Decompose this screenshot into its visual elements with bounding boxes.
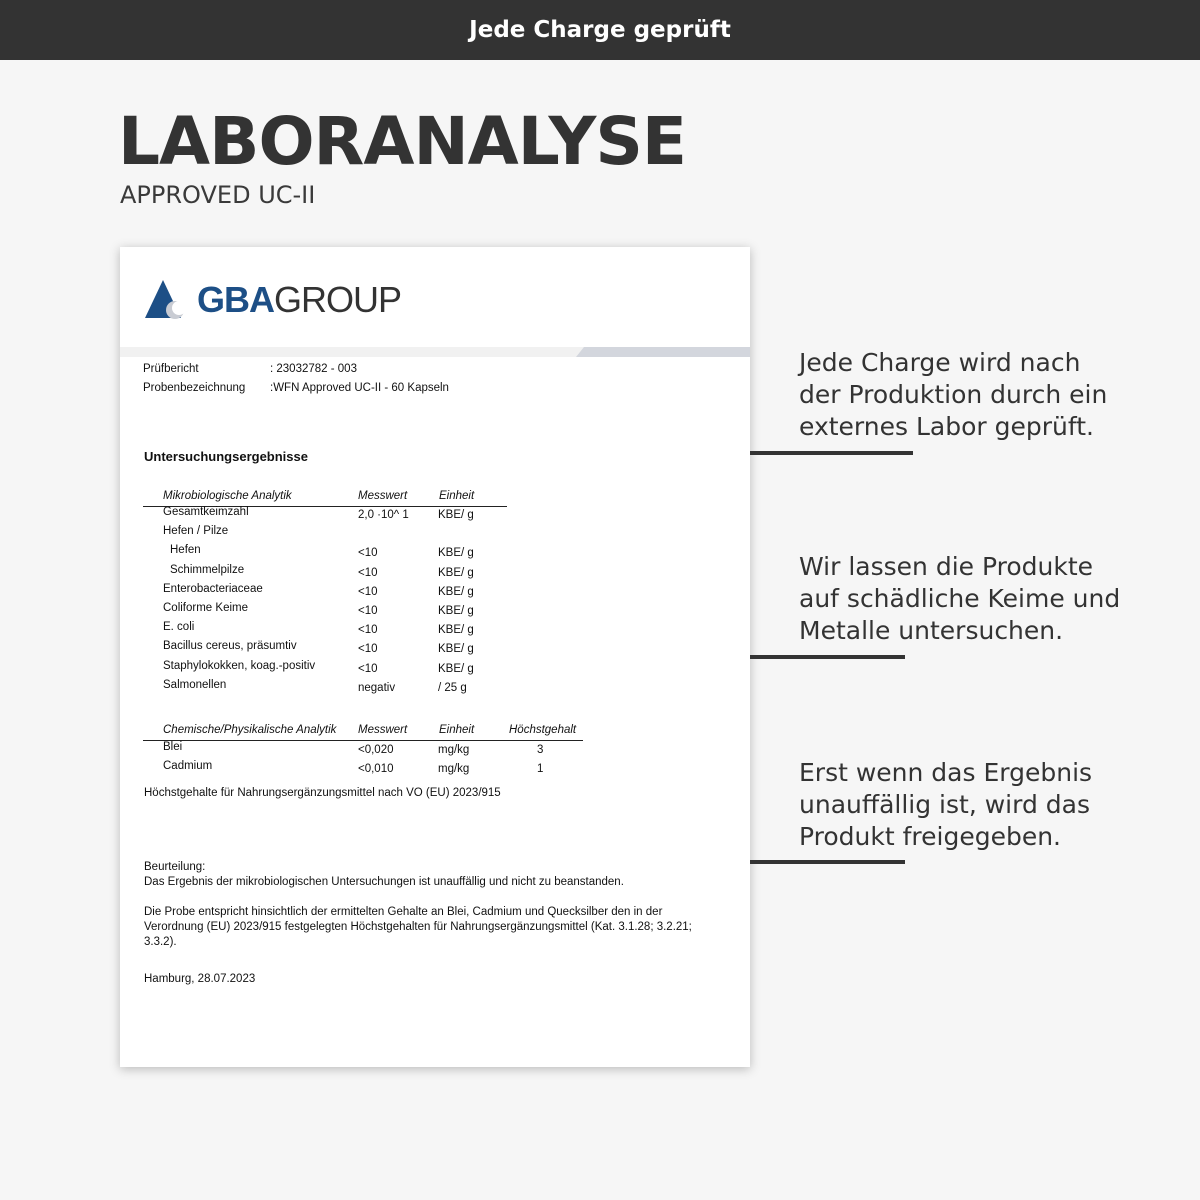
micro-row-value: <10 — [358, 547, 378, 560]
micro-row-unit: KBE/ g — [438, 509, 474, 521]
chem-header-value: Messwert — [358, 724, 408, 736]
chem-header-name: Chemische/Physikalische Analytik — [163, 724, 337, 736]
micro-row-name: Bacillus cereus, präsumtiv — [163, 640, 297, 653]
micro-row-value: <10 — [358, 662, 378, 675]
chem-header-unit: Einheit — [439, 724, 475, 736]
page-title: LABORANALYSE — [118, 103, 686, 180]
pruefbericht-label: Prüfbericht — [143, 363, 199, 375]
micro-header-unit: Einheit — [439, 490, 475, 502]
chem-row-max: 3 — [537, 744, 544, 756]
probe-label: Probenbezeichnung — [143, 382, 246, 394]
feature-text-line: Produkt freigegeben. — [799, 822, 1061, 851]
feature-text-line: externes Labor geprüft. — [799, 412, 1094, 441]
place-date: Hamburg, 28.07.2023 — [144, 973, 256, 985]
feature-text-line: unauffällig ist, wird das — [799, 790, 1090, 819]
chem-row-name: Blei — [163, 741, 183, 753]
micro-row-name: Staphylokokken, koag.-positiv — [163, 659, 316, 672]
footnote: Höchstgehalte für Nahrungsergänzungsmittel nach VO (EU) 2023/915 — [144, 787, 501, 799]
micro-row-unit: / 25 g — [438, 681, 467, 694]
micro-row-name: Hefen — [170, 544, 201, 557]
micro-row-unit: KBE/ g — [438, 585, 474, 598]
assessment-micro: Das Ergebnis der mikrobiologischen Untersuchungen ist unauffällig und nicht zu beanstanden. — [144, 876, 624, 888]
feature-text-line: Erst wenn das Ergebnis — [799, 758, 1093, 787]
micro-row-unit: KBE/ g — [438, 643, 474, 656]
micro-header-value: Messwert — [358, 490, 408, 502]
micro-row-name: Gesamtkeimzahl — [163, 506, 249, 518]
chem-row-value: <0,020 — [358, 744, 394, 756]
micro-row-unit: KBE/ g — [438, 662, 474, 675]
micro-row-name: E. coli — [163, 621, 195, 634]
section-title: Untersuchungsergebnisse — [144, 449, 308, 464]
chem-row-value: <0,010 — [358, 763, 394, 775]
micro-row-unit: KBE/ g — [438, 605, 474, 617]
chem-row-unit: mg/kg — [438, 744, 470, 756]
chem-row-max: 1 — [537, 763, 544, 775]
micro-row-name: Salmonellen — [163, 678, 227, 691]
micro-row-unit: KBE/ g — [438, 624, 474, 637]
micro-row-name: Enterobacteriaceae — [163, 582, 263, 595]
logo-text-bold: GBA — [197, 279, 274, 320]
probe-value: :WFN Approved UC-II - 60 Kapseln — [270, 382, 449, 394]
micro-row-unit: KBE/ g — [438, 566, 474, 579]
micro-row-unit: KBE/ g — [438, 547, 474, 560]
micro-row-value: negativ — [358, 681, 396, 694]
assessment-label: Beurteilung: — [144, 861, 206, 873]
feature-underline — [750, 451, 913, 455]
page-subtitle: APPROVED UC-II — [120, 181, 316, 209]
top-banner: Jede Charge geprüft — [0, 0, 1200, 60]
header-band-accent — [576, 347, 750, 357]
feature-text-line: Wir lassen die Produkte — [799, 552, 1094, 581]
micro-row-name: Hefen / Pilze — [163, 525, 229, 538]
micro-row-value: <10 — [358, 643, 378, 656]
micro-row-value: <10 — [358, 566, 378, 579]
feature-underline — [750, 860, 905, 864]
micro-row-name: Coliforme Keime — [163, 602, 248, 614]
feature-text-line: der Produktion durch ein — [799, 380, 1108, 409]
micro-header-name: Mikrobiologische Analytik — [163, 490, 292, 502]
lab-report-document — [120, 247, 750, 1067]
pruefbericht-value: : 23032782 - 003 — [270, 363, 357, 375]
micro-row-value: <10 — [358, 585, 378, 598]
feature-text-line: Jede Charge wird nach — [799, 348, 1081, 377]
logo-triangle-icon — [145, 280, 191, 320]
feature-text-line: auf schädliche Keime und — [799, 584, 1121, 613]
feature-underline — [750, 655, 905, 659]
micro-row-value: 2,0 ·10^ 1 — [358, 509, 409, 521]
feature-text-line: Metalle untersuchen. — [799, 616, 1064, 645]
chem-row-name: Cadmium — [163, 760, 213, 772]
micro-row-value: <10 — [358, 605, 378, 617]
micro-row-name: Schimmelpilze — [170, 563, 245, 576]
logo-text-light: GROUP — [274, 279, 402, 320]
chem-header-rule — [143, 740, 583, 741]
micro-row-value: <10 — [358, 624, 378, 637]
chem-row-unit: mg/kg — [438, 763, 470, 775]
gba-group-logo — [145, 279, 401, 321]
assessment-metals-1: Die Probe entspricht hinsichtlich der ermittelten Gehalte an Blei, Cadmium und Quecksilber den in der — [144, 906, 663, 918]
assessment-metals-3: 3.3.2). — [144, 936, 177, 948]
assessment-metals-2: Verordnung (EU) 2023/915 festgelegten Höchstgehalten für Nahrungsergänzungsmittel (Kat. 3.1.28; 3.2.21; — [144, 921, 692, 933]
chem-header-max: Höchstgehalt — [509, 724, 577, 736]
